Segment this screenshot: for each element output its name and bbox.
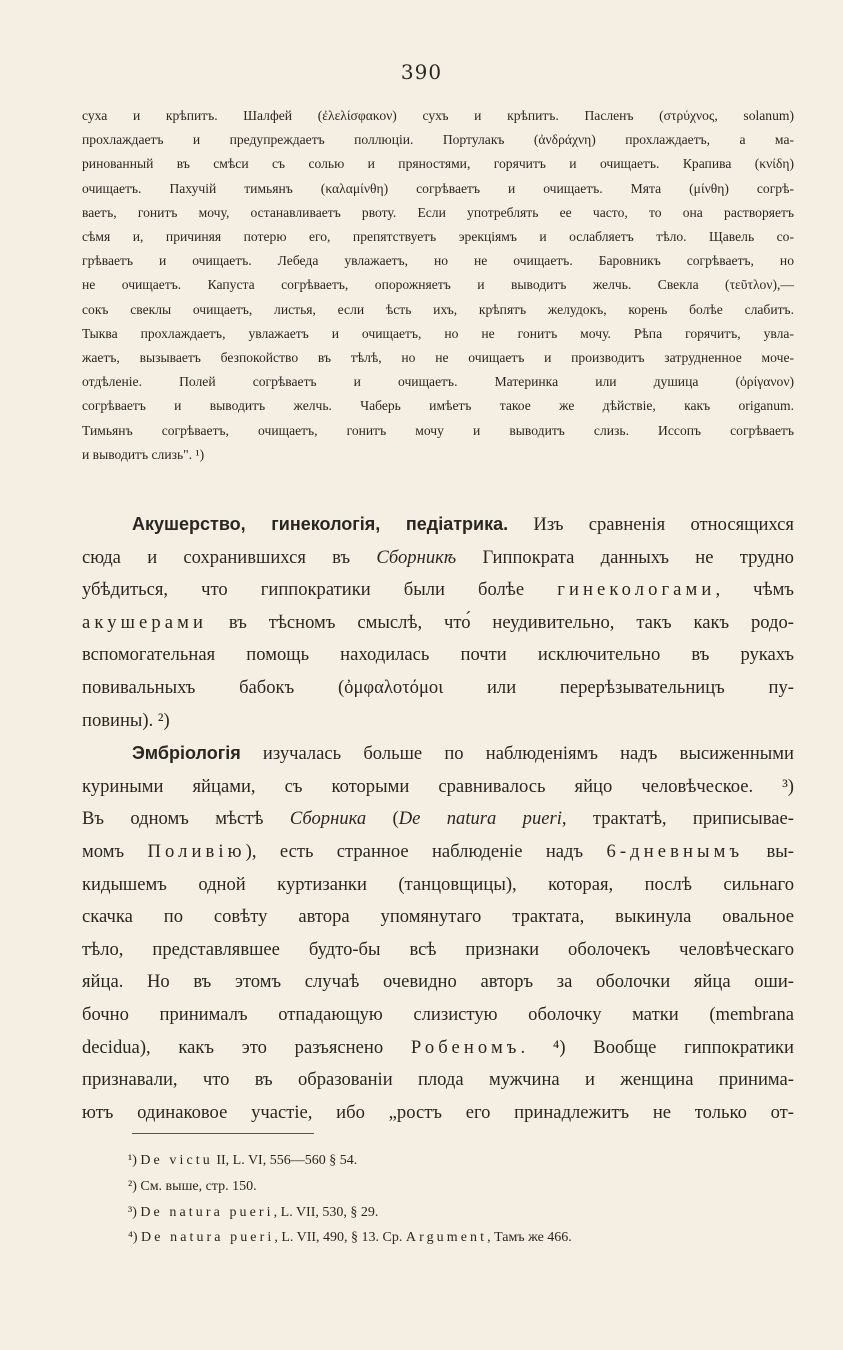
footnote-text: , L. VII, 490, § 13. Ср. bbox=[274, 1230, 406, 1246]
text-run: , трактатѣ, приписывае- bbox=[561, 808, 794, 830]
section-heading-obstetrics: Акушерство, гинекологія, педіатрика. bbox=[132, 514, 509, 534]
footnote-text: II, L. VI, 556—560 § 54. bbox=[212, 1153, 358, 1168]
text-run: сюда и сохранившихся въ bbox=[82, 546, 377, 568]
text-run: , чѣмъ bbox=[715, 579, 794, 601]
text-line: отдѣленіе. Полей согрѣваетъ и очищаетъ. Материнка или душица (ὀρίγανον) bbox=[82, 374, 794, 390]
spaced-run: Argument bbox=[405, 1230, 488, 1246]
text-line: признавали, что въ образованіи плода мужчина и женщина принима- bbox=[82, 1069, 794, 1091]
text-run: убѣдиться, что гиппократики были болѣе bbox=[82, 579, 558, 601]
footnote-number: ¹) bbox=[128, 1153, 137, 1168]
text-run: decidua), какъ это разъяснено bbox=[82, 1036, 411, 1058]
text-line: согрѣваетъ и выводитъ желчь. Чаберь имѣетъ такое же дѣйствіе, какъ origanum. bbox=[82, 398, 794, 414]
text-run: повивальныхъ бабокъ ( bbox=[82, 676, 345, 698]
footnote-text: , L. VII, 530, § 29. bbox=[273, 1204, 379, 1220]
footnote bbox=[128, 1174, 768, 1200]
top-paragraph bbox=[82, 104, 794, 467]
italic-run: Сборника bbox=[289, 808, 367, 830]
text-line: ваетъ, гонитъ мочу, останавливаетъ рвоту. Если употреблять ее часто, то она растворяетъ bbox=[82, 204, 794, 220]
text-line: повины). ²) bbox=[82, 709, 170, 731]
text-run: вы- bbox=[743, 840, 794, 862]
text-line: Тыква прохлаждаетъ, увлажаетъ и очищаетъ, но не гонитъ мочу. Рѣпа горячитъ, увла- bbox=[82, 325, 794, 341]
text-line bbox=[82, 672, 794, 705]
text-line bbox=[82, 1032, 794, 1065]
text-run: момъ bbox=[82, 840, 148, 862]
footnote-number: ⁴) bbox=[128, 1230, 138, 1246]
text-line bbox=[82, 607, 794, 640]
spaced-run: Робеномъ bbox=[410, 1036, 521, 1058]
text-line bbox=[82, 508, 794, 542]
text-run: въ тѣсномъ смыслѣ, что́ неудивительно, такъ какъ родо- bbox=[207, 611, 794, 633]
text-line: очищаетъ. Пахучій тимьянъ (καλαμίνθη) согрѣваетъ и очищаетъ. Мята (μίνθη) согрѣ- bbox=[82, 180, 794, 196]
text-line bbox=[82, 737, 794, 771]
text-line: грѣваетъ и очищаетъ. Лебеда увлажаетъ, но не очищаетъ. Баровникъ согрѣваетъ, но bbox=[82, 253, 794, 269]
text-line: ринованный въ смѣси съ солью и пряностями, горячитъ и очищаетъ. Крапива (κνίδη) bbox=[82, 156, 794, 172]
text-line bbox=[82, 836, 794, 869]
footnote-number: ³) bbox=[128, 1204, 137, 1220]
spaced-run: De natura pueri bbox=[140, 1204, 274, 1220]
text-line: яйца. Но въ этомъ случаѣ очевидно авторъ за оболочки яйца оши- bbox=[82, 971, 794, 993]
spaced-run: Поливію bbox=[147, 840, 246, 862]
text-line: бочно принималъ отпадающую слизистую оболочку матки (membrana bbox=[82, 1003, 794, 1025]
text-line: сѣмя и, причиняя потерю его, препятствуетъ эрекціямъ и ослабляетъ тѣло. Щавель со- bbox=[82, 229, 794, 245]
text-line bbox=[82, 574, 794, 607]
text-line: скачка по совѣту автора упомянутаго трактата, выкинула овальное bbox=[82, 906, 794, 928]
footnote-text: См. выше, стр. 150. bbox=[140, 1178, 257, 1194]
text-run: изучалась больше по наблюденіямъ надъ высиженными bbox=[240, 743, 794, 765]
text-run: ), есть странное наблюденіе надъ bbox=[245, 840, 607, 862]
text-run: или перерѣзывательницъ пу- bbox=[443, 676, 794, 698]
paragraph-obstetrics bbox=[82, 508, 794, 737]
spaced-run: гинекологами bbox=[557, 579, 716, 601]
text-line: сокъ свеклы очищаетъ, листья, если ѣсть ихъ, крѣпятъ желудокъ, корень болѣе слабитъ. bbox=[82, 301, 794, 317]
spaced-run: 6-дневнымъ bbox=[606, 840, 744, 862]
text-run: ( bbox=[366, 808, 399, 830]
italic-run: Сборникѣ bbox=[376, 546, 457, 568]
footnote bbox=[128, 1200, 768, 1226]
text-run: Въ одномъ мѣстѣ bbox=[82, 808, 290, 830]
spaced-run: De victu bbox=[140, 1153, 213, 1168]
footnote bbox=[128, 1148, 768, 1174]
text-run: Гиппократа данныхъ не трудно bbox=[456, 546, 794, 568]
main-text bbox=[82, 508, 794, 1129]
spaced-run: De natura pueri bbox=[141, 1230, 275, 1246]
footnote-divider bbox=[132, 1133, 314, 1134]
greek-run: ὀμφαλοτόμοι bbox=[344, 676, 444, 698]
footnote bbox=[128, 1225, 768, 1251]
footnote-number: ²) bbox=[128, 1178, 137, 1194]
text-line bbox=[82, 803, 794, 836]
text-line: прохлаждаетъ и предупреждаетъ поллюціи. Портулакъ (ἀνδράχνη) прохлаждаетъ, а ма- bbox=[82, 132, 794, 148]
text-run: Изъ сравненія относящихся bbox=[533, 514, 794, 535]
text-line: суха и крѣпитъ. Шалфей (ἐλελίσφακον) сухъ и крѣпитъ. Пасленъ (στρύχνος, solanum) bbox=[82, 108, 794, 123]
text-line: кидышемъ одной куртизанки (танцовщицы), которая, послѣ сильнаго bbox=[82, 873, 794, 895]
footnotes bbox=[128, 1148, 768, 1251]
text-line bbox=[82, 542, 794, 575]
italic-run: De natura pueri bbox=[398, 808, 562, 830]
text-line: Тимьянъ согрѣваетъ, очищаетъ, гонитъ мочу и выводитъ слизь. Иссопъ согрѣваетъ bbox=[82, 422, 794, 438]
text-line: куриными яйцами, съ которыми сравнивалось яйцо человѣческое. ³) bbox=[82, 775, 794, 797]
spaced-run: акушерами bbox=[82, 611, 207, 633]
text-line: вспомогательная помощь находилась почти исключительно въ рукахъ bbox=[82, 644, 794, 666]
text-run: . ⁴) Вообще гиппократики bbox=[520, 1036, 795, 1058]
footnote-text: , Тамъ же 466. bbox=[487, 1230, 572, 1246]
section-heading-embryology: Эмбріологія bbox=[132, 743, 241, 764]
text-line: не очищаетъ. Капуста согрѣваетъ, опорожняетъ и выводитъ желчь. Свекла (τεῦτλον),— bbox=[82, 277, 794, 293]
paragraph-embryology bbox=[82, 737, 794, 1129]
text-line: тѣло, представлявшее будто-бы всѣ признаки оболочекъ человѣческаго bbox=[82, 938, 794, 960]
text-line: жаетъ, вызываетъ безпокойство въ тѣлѣ, но не очищаетъ и производитъ затрудненное моче- bbox=[82, 350, 794, 366]
text-line: ютъ одинаковое участіе, ибо „ростъ его принадлежитъ не только от- bbox=[82, 1101, 794, 1123]
page-number: 390 bbox=[400, 60, 443, 84]
text-line: и выводитъ слизь". ¹) bbox=[82, 446, 205, 462]
